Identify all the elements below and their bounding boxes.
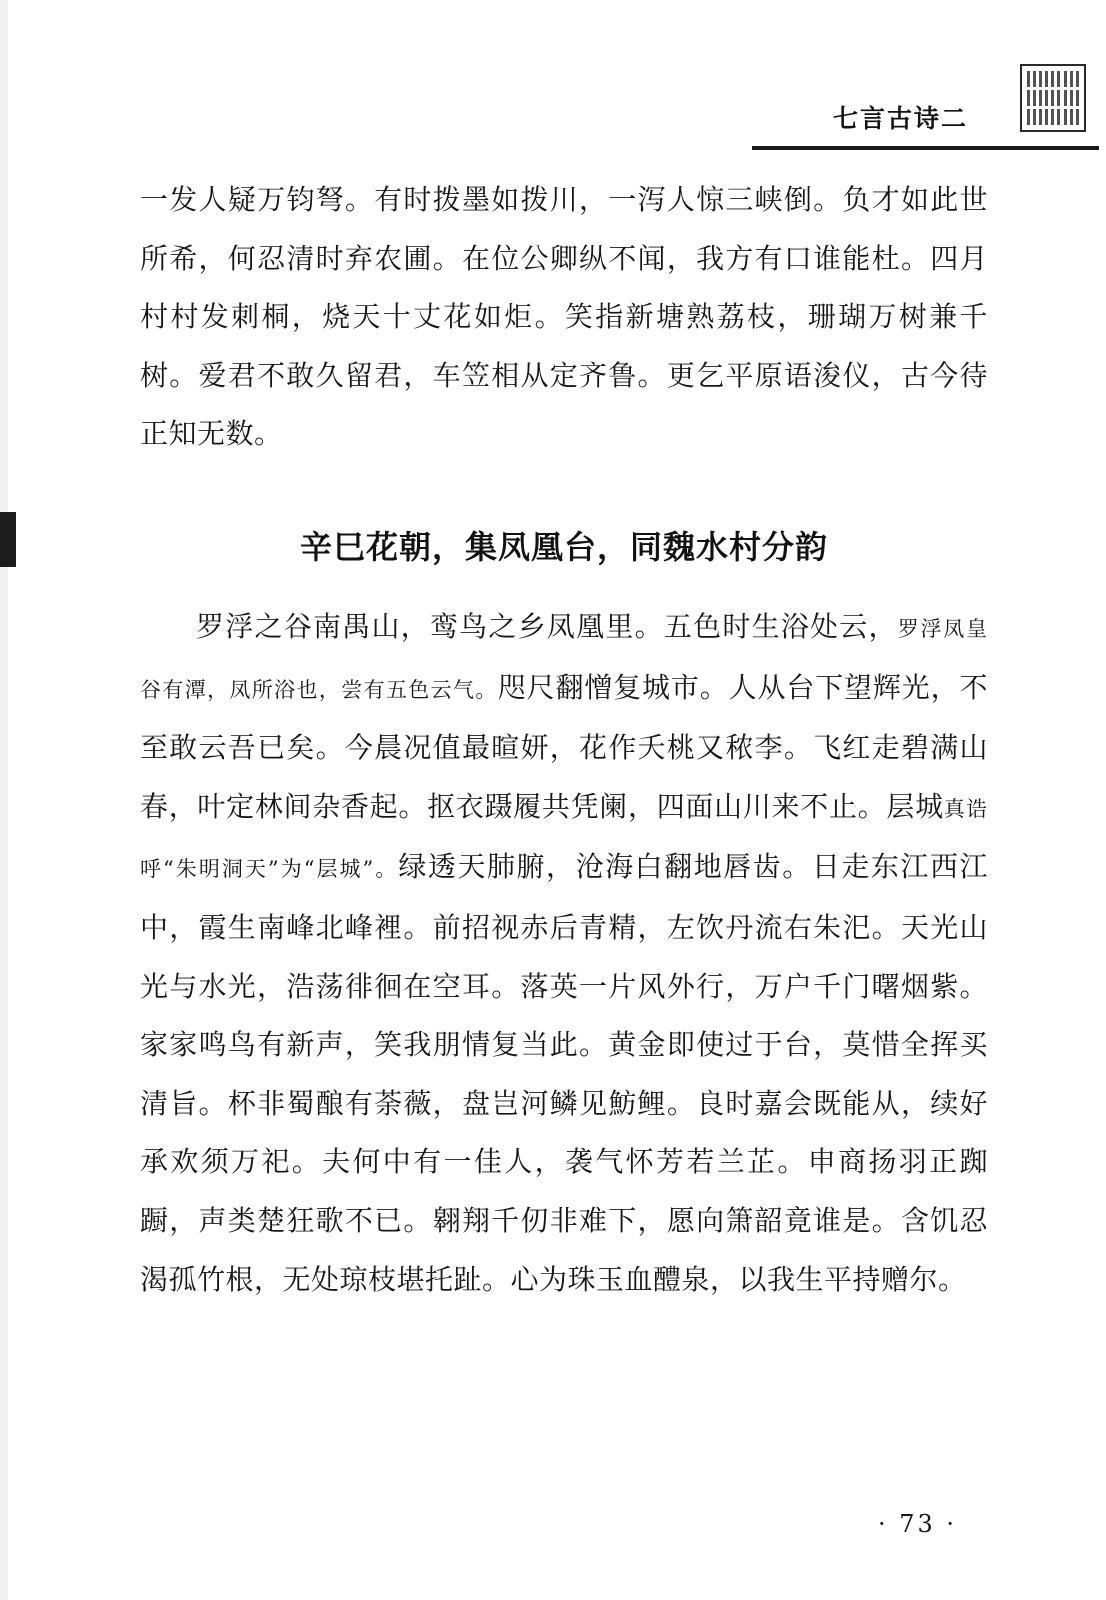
poem-title: 辛巳花朝，集凤凰台，同魏水村分韵: [299, 528, 828, 566]
poem-annotation: 罗浮凤皇谷有潭，凤所浴也，尝有五色云气。: [140, 617, 989, 702]
page-left-edge: [0, 0, 8, 1600]
poem-body: [140, 598, 988, 1309]
seal-stamp-icon: [1020, 64, 1086, 132]
poem-text-segment: 咫尺翻憎复城市。人从台下望辉光，不至敢云吾已矣。今晨况值最暄妍，花作夭桃又秾李。飞红走碧满山春，叶定林间杂香起。抠衣蹑履共凭阑，四面山川来不止。层城: [140, 670, 988, 823]
page-number: · 73 ·: [878, 1510, 958, 1538]
scan-edge-mark: [0, 512, 16, 567]
poem-text-segment: 罗浮之谷南禺山，鸾鸟之乡凤凰里。五色时生浴处云，: [196, 610, 898, 643]
continued-poem-text: 一发人疑万钧弩。有时拨墨如拨川，一泻人惊三峡倒。负才如此世所希，何忍清时弃农圃。在位公卿纵不闻，我方有口谁能杜。四月村村发刺桐，烧天十丈花如炬。笑指新塘熟荔枝，珊瑚万树兼千树。爱君不敢久留君，车笠相从定齐鲁。更乞平原语浚仪，古今待正知无数。: [140, 183, 988, 451]
poem-annotation: 真诰呼“朱明洞天”为“层城”。: [140, 796, 988, 882]
running-head-title: 七言古诗二: [832, 104, 968, 133]
poem-text-segment: 绿透天肺腑，沧海白翻地唇齿。日走东江西江中，霞生南峰北峰裡。前招视赤后青精，左饮丹流右朱汜。天光山光与水光，浩荡徘徊在空耳。落英一片风外行，万户千门曙烟紫。家家鸣鸟有新声，笑我朋情复当此。黄金即使过于台，莫惜全挥买清旨。杯非蜀酿有荼薇，盘岂河鳞见魴鲤。良时嘉会既能从，续好承欢须万祀。夫何中有一佳人，袭气怀芳若兰芷。申商扬羽正踟蹰，声类楚狂歌不已。翱翔千仞非难下，愿向箫韶竟谁是。含饥忍渴孤竹根，无处琼枝堪托趾。心为珠玉血醴泉，以我生平持赠尔。: [140, 850, 988, 1296]
header-rule: [752, 146, 1099, 150]
